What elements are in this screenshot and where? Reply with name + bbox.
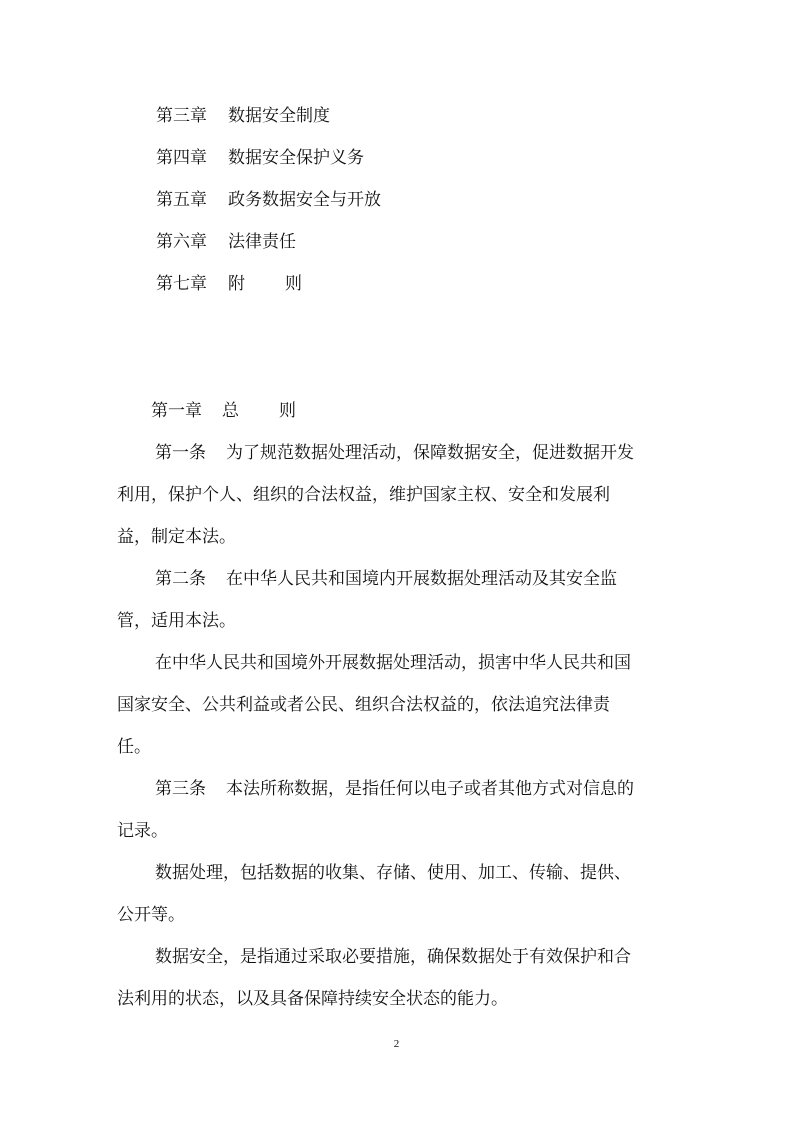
article-3-paragraph-line: 法利用的状态，以及具备保障持续安全状态的能力。: [117, 989, 508, 1009]
article-2-paragraph-line: 任。: [117, 737, 151, 757]
article-label: 第二条: [155, 569, 206, 589]
toc-chapter-label: 第五章: [156, 190, 207, 210]
chapter-label: 第一章: [151, 401, 202, 421]
toc-entry-chapter-4: [156, 143, 676, 185]
toc-chapter-title: 数据安全制度: [228, 106, 330, 126]
article-3-paragraph-line: 数据安全，是指通过采取必要措施，确保数据处于有效保护和合: [155, 947, 631, 967]
toc-entry-chapter-7: [156, 269, 676, 311]
toc-chapter-title: 法律责任: [228, 232, 296, 252]
toc-chapter-label: 第三章: [156, 106, 207, 126]
article-2-paragraph-line: 国家安全、公共利益或者公民、组织合法权益的，依法追究法律责: [117, 695, 610, 715]
toc-entry-chapter-6: [156, 227, 676, 269]
article-2-line: 管，适用本法。: [117, 611, 236, 631]
toc-chapter-title-part: 附: [228, 274, 245, 294]
chapter-title-part: 则: [279, 401, 296, 421]
article-3-paragraph-line: 数据处理，包括数据的收集、存储、使用、加工、传输、提供、: [155, 863, 631, 883]
toc-chapter-label: 第七章: [156, 274, 207, 294]
article-2-paragraph-line: 在中华人民共和国境外开展数据处理活动，损害中华人民共和国: [155, 653, 631, 673]
article-1-line: [117, 432, 662, 474]
table-of-contents: [156, 101, 676, 311]
chapter-heading: [117, 390, 662, 432]
toc-chapter-title: 政务数据安全与开放: [228, 190, 381, 210]
article-label: 第三条: [155, 779, 206, 799]
article-2-line: [117, 558, 662, 600]
article-3-paragraph-line: 公开等。: [117, 905, 185, 925]
article-1-line: 益，制定本法。: [117, 527, 236, 547]
article-3-line: [117, 768, 662, 810]
page-number: 2: [393, 1038, 400, 1050]
document-body: [117, 390, 662, 1020]
article-3-line: 记录。: [117, 821, 168, 841]
article-label: 第一条: [155, 443, 206, 463]
toc-chapter-label: 第四章: [156, 148, 207, 168]
article-text: 在中华人民共和国境内开展数据处理活动及其安全监: [226, 569, 617, 589]
article-1-line: 利用，保护个人、组织的合法权益，维护国家主权、安全和发展利: [117, 485, 610, 505]
chapter-title-part: 总: [222, 401, 239, 421]
toc-chapter-label: 第六章: [156, 232, 207, 252]
toc-entry-chapter-5: [156, 185, 676, 227]
toc-chapter-title: 数据安全保护义务: [228, 148, 364, 168]
toc-chapter-title-part: 则: [285, 274, 302, 294]
toc-entry-chapter-3: [156, 101, 676, 143]
article-text: 本法所称数据，是指任何以电子或者其他方式对信息的: [226, 779, 634, 799]
article-text: 为了规范数据处理活动，保障数据安全，促进数据开发: [226, 443, 634, 463]
